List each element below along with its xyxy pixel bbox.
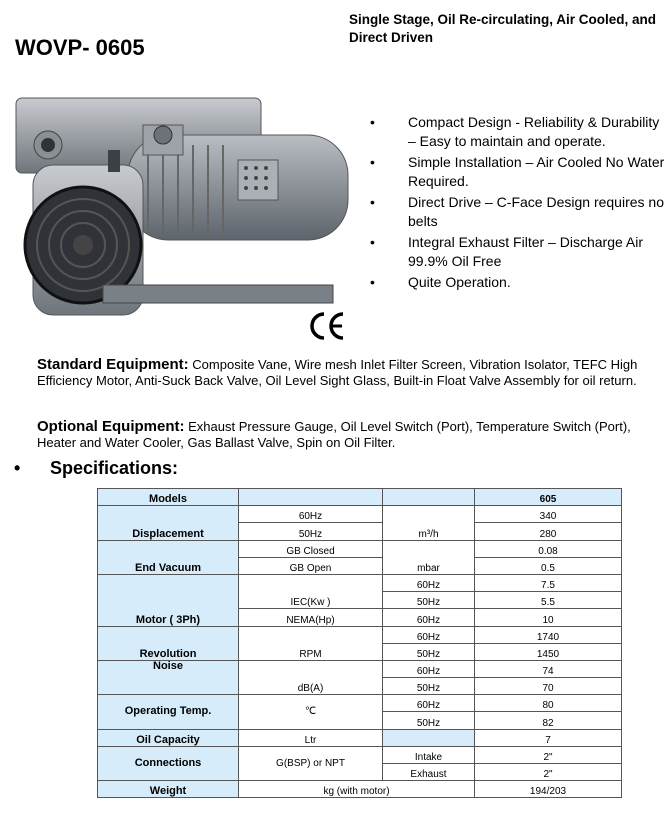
table-row bbox=[98, 574, 622, 591]
table-cell bbox=[239, 489, 383, 506]
model-title: WOVP- 0605 bbox=[15, 35, 145, 60]
table-cell: dB(A) bbox=[239, 660, 383, 694]
table-cell: 74 bbox=[475, 660, 622, 677]
feature-text: Integral Exhaust Filter – Discharge Air 99.9% Oil Free bbox=[408, 234, 643, 269]
table-cell: 0.5 bbox=[475, 557, 622, 574]
table-cell: 60Hz bbox=[383, 695, 475, 712]
table-cell: RPM bbox=[239, 626, 383, 660]
bullet: • bbox=[370, 234, 375, 250]
feature-item bbox=[370, 113, 670, 151]
table-cell: 7 bbox=[475, 729, 622, 746]
bullet: • bbox=[14, 458, 21, 478]
table-cell: Revolution bbox=[98, 626, 239, 660]
table-cell: G(BSP) or NPT bbox=[239, 746, 383, 780]
table-cell: Models bbox=[98, 489, 239, 506]
optional-equipment bbox=[37, 419, 652, 451]
table-cell: 50Hz bbox=[383, 678, 475, 695]
feature-list bbox=[370, 113, 670, 294]
table-cell: 1740 bbox=[475, 626, 622, 643]
table-cell: Oil Capacity bbox=[98, 729, 239, 746]
table-cell bbox=[383, 489, 475, 506]
table-row bbox=[98, 781, 622, 798]
table-cell: 60Hz bbox=[383, 626, 475, 643]
table-cell: 60Hz bbox=[383, 609, 475, 626]
standard-equipment-text: Composite Vane, Wire mesh Inlet Filter Screen, Vibration Isolator, TEFC High Efficiency Motor, Anti-Suck Back Valve, Oil Level Sight Glass, Built-in Float Valve Assembly for oil return. bbox=[37, 357, 638, 388]
table-cell: mbar bbox=[383, 540, 475, 574]
optional-equipment-text: Exhaust Pressure Gauge, Oil Level Switch (Port), Temperature Switch (Port), Heater and Water Cooler, Gas Ballast Valve, Spin on Oil Filter. bbox=[37, 419, 631, 450]
table-row bbox=[98, 746, 622, 763]
table-cell bbox=[383, 729, 475, 746]
table-cell: kg (with motor) bbox=[239, 781, 475, 798]
table-row bbox=[98, 489, 622, 506]
table-cell: IEC(Kw ) bbox=[239, 574, 383, 608]
table-row bbox=[98, 626, 622, 643]
table-cell: 50Hz bbox=[383, 643, 475, 660]
bullet: • bbox=[370, 194, 375, 210]
feature-item bbox=[370, 233, 670, 271]
table-row bbox=[98, 660, 622, 677]
table-cell: 70 bbox=[475, 678, 622, 695]
table-cell: 60Hz bbox=[383, 574, 475, 591]
feature-text: Direct Drive – C-Face Design requires no belts bbox=[408, 194, 664, 229]
table-cell: 5.5 bbox=[475, 592, 622, 609]
feature-item bbox=[370, 193, 670, 231]
feature-text: Simple Installation – Air Cooled No Water Required. bbox=[408, 154, 665, 189]
product-subtitle: Single Stage, Oil Re-circulating, Air Cooled, and Direct Driven bbox=[349, 12, 657, 45]
vacuum-pump-photo bbox=[8, 90, 363, 325]
feature-item bbox=[370, 153, 670, 191]
feature-item bbox=[370, 273, 670, 292]
table-cell: 2" bbox=[475, 764, 622, 781]
bullet: • bbox=[370, 114, 375, 130]
table-cell: NEMA(Hp) bbox=[239, 609, 383, 626]
table-cell: 10 bbox=[475, 609, 622, 626]
table-cell: 80 bbox=[475, 695, 622, 712]
table-cell: ℃ bbox=[239, 695, 383, 729]
table-cell: Exhaust bbox=[383, 764, 475, 781]
table-row bbox=[98, 506, 622, 523]
table-cell: 0.08 bbox=[475, 540, 622, 557]
table-cell: 280 bbox=[475, 523, 622, 540]
table-cell: 50Hz bbox=[383, 592, 475, 609]
table-cell: 50Hz bbox=[383, 712, 475, 729]
table-cell: 340 bbox=[475, 506, 622, 523]
feature-text: Compact Design - Reliability & Durability – Easy to maintain and operate. bbox=[408, 114, 660, 149]
bullet: • bbox=[370, 274, 375, 290]
table-row bbox=[98, 540, 622, 557]
table-cell: 194/203 bbox=[475, 781, 622, 798]
ce-mark-icon bbox=[307, 310, 347, 342]
standard-equipment-label: Standard Equipment: bbox=[37, 356, 189, 373]
table-cell: 60Hz bbox=[239, 506, 383, 523]
table-cell: Motor ( 3Ph) bbox=[98, 574, 239, 626]
table-cell: Weight bbox=[98, 781, 239, 798]
table-cell: 605 bbox=[475, 489, 622, 506]
bullet: • bbox=[370, 154, 375, 170]
table-cell: 1450 bbox=[475, 643, 622, 660]
table-cell: Ltr bbox=[239, 729, 383, 746]
table-cell: Connections bbox=[98, 746, 239, 780]
feature-text: Quite Operation. bbox=[408, 274, 511, 290]
table-cell: 82 bbox=[475, 712, 622, 729]
table-row bbox=[98, 729, 622, 746]
table-cell: m³/h bbox=[383, 506, 475, 540]
table-cell: 60Hz bbox=[383, 660, 475, 677]
table-cell: 2" bbox=[475, 746, 622, 763]
table-cell: GB Closed bbox=[239, 540, 383, 557]
table-cell: End Vacuum bbox=[98, 540, 239, 574]
optional-equipment-label: Optional Equipment: bbox=[37, 418, 185, 435]
table-cell: 50Hz bbox=[239, 523, 383, 540]
table-cell: Operating Temp. bbox=[98, 695, 239, 729]
specifications-heading bbox=[14, 458, 178, 479]
table-cell: 7.5 bbox=[475, 574, 622, 591]
table-cell: Noise bbox=[98, 660, 239, 694]
specifications-title: Specifications: bbox=[50, 458, 179, 478]
table-cell: Displacement bbox=[98, 506, 239, 540]
table-cell: Intake bbox=[383, 746, 475, 763]
specifications-table bbox=[97, 488, 622, 798]
table-cell: GB Open bbox=[239, 557, 383, 574]
table-row bbox=[98, 695, 622, 712]
standard-equipment bbox=[37, 357, 652, 389]
